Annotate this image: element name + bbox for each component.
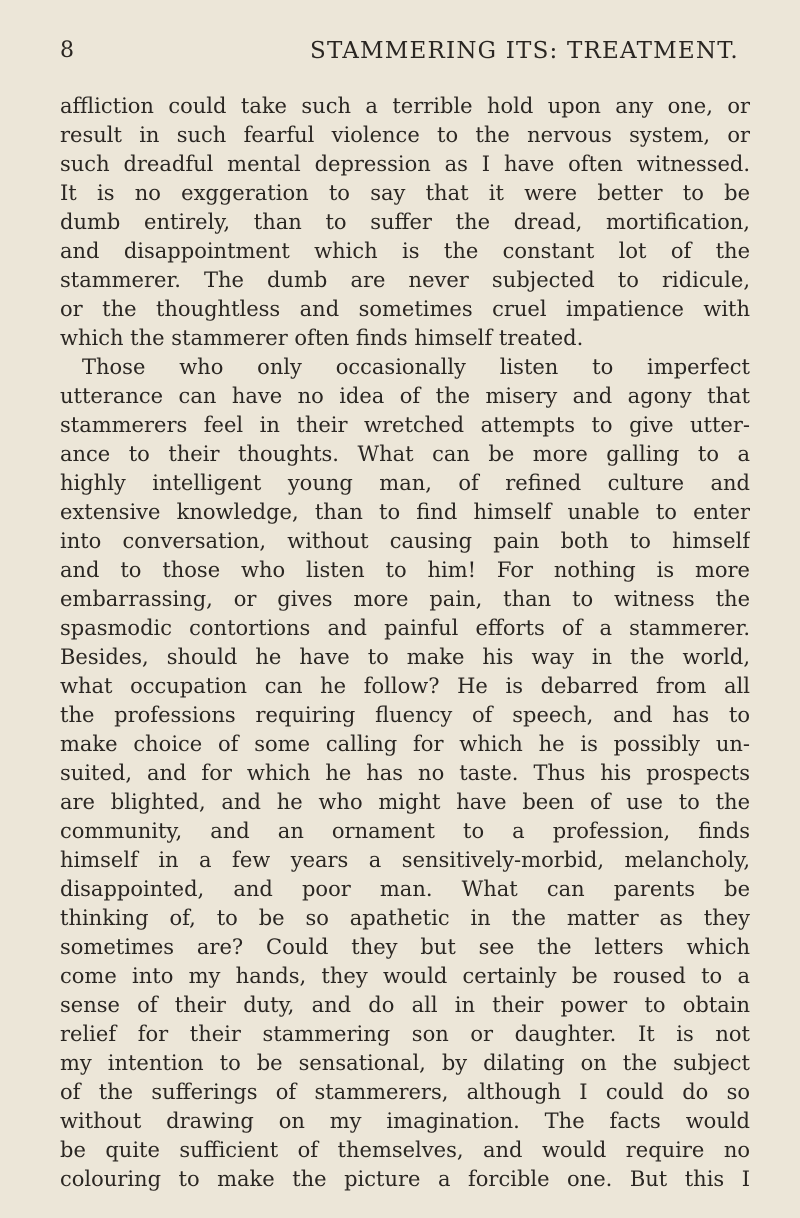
- text-line: into conversation, without causing pain both to himself: [60, 529, 750, 553]
- text-line: and disappointment which is the constant lot of the: [60, 239, 750, 263]
- text-line: are blighted, and he who might have been of use to the: [60, 790, 750, 814]
- body-text: [60, 92, 750, 1192]
- text-line: community, and an ornament to a profession, finds: [60, 819, 750, 843]
- text-line: what occupation can he follow? He is debarred from all: [60, 674, 750, 698]
- text-line: come into my hands, they would certainly be roused to a: [60, 964, 750, 988]
- text-line: utterance can have no idea of the misery and agony that: [60, 384, 750, 408]
- text-line: dumb entirely, than to suffer the dread, mortification,: [60, 210, 750, 234]
- text-line: or the thoughtless and sometimes cruel impatience with: [60, 297, 750, 321]
- text-line: of the sufferings of stammerers, although I could do so: [60, 1080, 750, 1104]
- text-line: without drawing on my imagination. The facts would: [60, 1109, 750, 1133]
- text-line: stammerers feel in their wretched attempts to give utter-: [60, 413, 750, 437]
- text-line: my intention to be sensational, by dilating on the subject: [60, 1051, 750, 1075]
- text-line: himself in a few years a sensitively-morbid, melancholy,: [60, 848, 750, 872]
- text-line: such dreadful mental depression as I have often witnessed.: [60, 152, 750, 176]
- text-line: relief for their stammering son or daughter. It is not: [60, 1022, 750, 1046]
- running-head: STAMMERING ITS: TREATMENT.: [310, 38, 739, 64]
- text-line: sometimes are? Could they but see the letters which: [60, 935, 750, 959]
- text-line: It is no exggeration to say that it were better to be: [60, 181, 750, 205]
- text-line: affliction could take such a terrible hold upon any one, or: [60, 94, 750, 118]
- text-line: which the stammerer often finds himself treated.: [60, 326, 584, 350]
- text-line: Besides, should he have to make his way in the world,: [60, 645, 750, 669]
- text-line: and to those who listen to him! For nothing is more: [60, 558, 750, 582]
- text-line: suited, and for which he has no taste. Thus his prospects: [60, 761, 750, 785]
- page-number: 8: [60, 38, 74, 63]
- text-line: spasmodic contortions and painful efforts of a stammerer.: [60, 616, 750, 640]
- text-line: disappointed, and poor man. What can parents be: [60, 877, 750, 901]
- text-line: the professions requiring fluency of speech, and has to: [60, 703, 750, 727]
- text-line: be quite sufficient of themselves, and would require no: [60, 1138, 750, 1162]
- text-line: embarrassing, or gives more pain, than to witness the: [60, 587, 750, 611]
- text-line: ance to their thoughts. What can be more galling to a: [60, 442, 750, 466]
- page-header: [60, 36, 750, 70]
- text-line: thinking of, to be so apathetic in the matter as they: [60, 906, 750, 930]
- text-line: sense of their duty, and do all in their power to obtain: [60, 993, 750, 1017]
- text-line: result in such fearful violence to the nervous system, or: [60, 123, 750, 147]
- text-line: Those who only occasionally listen to imperfect: [82, 355, 750, 379]
- text-line: make choice of some calling for which he is possibly un-: [60, 732, 750, 756]
- text-line: highly intelligent young man, of refined culture and: [60, 471, 750, 495]
- text-line: stammerer. The dumb are never subjected to ridicule,: [60, 268, 750, 292]
- text-line: extensive knowledge, than to find himself unable to enter: [60, 500, 750, 524]
- text-line: colouring to make the picture a forcible one. But this I: [60, 1167, 750, 1191]
